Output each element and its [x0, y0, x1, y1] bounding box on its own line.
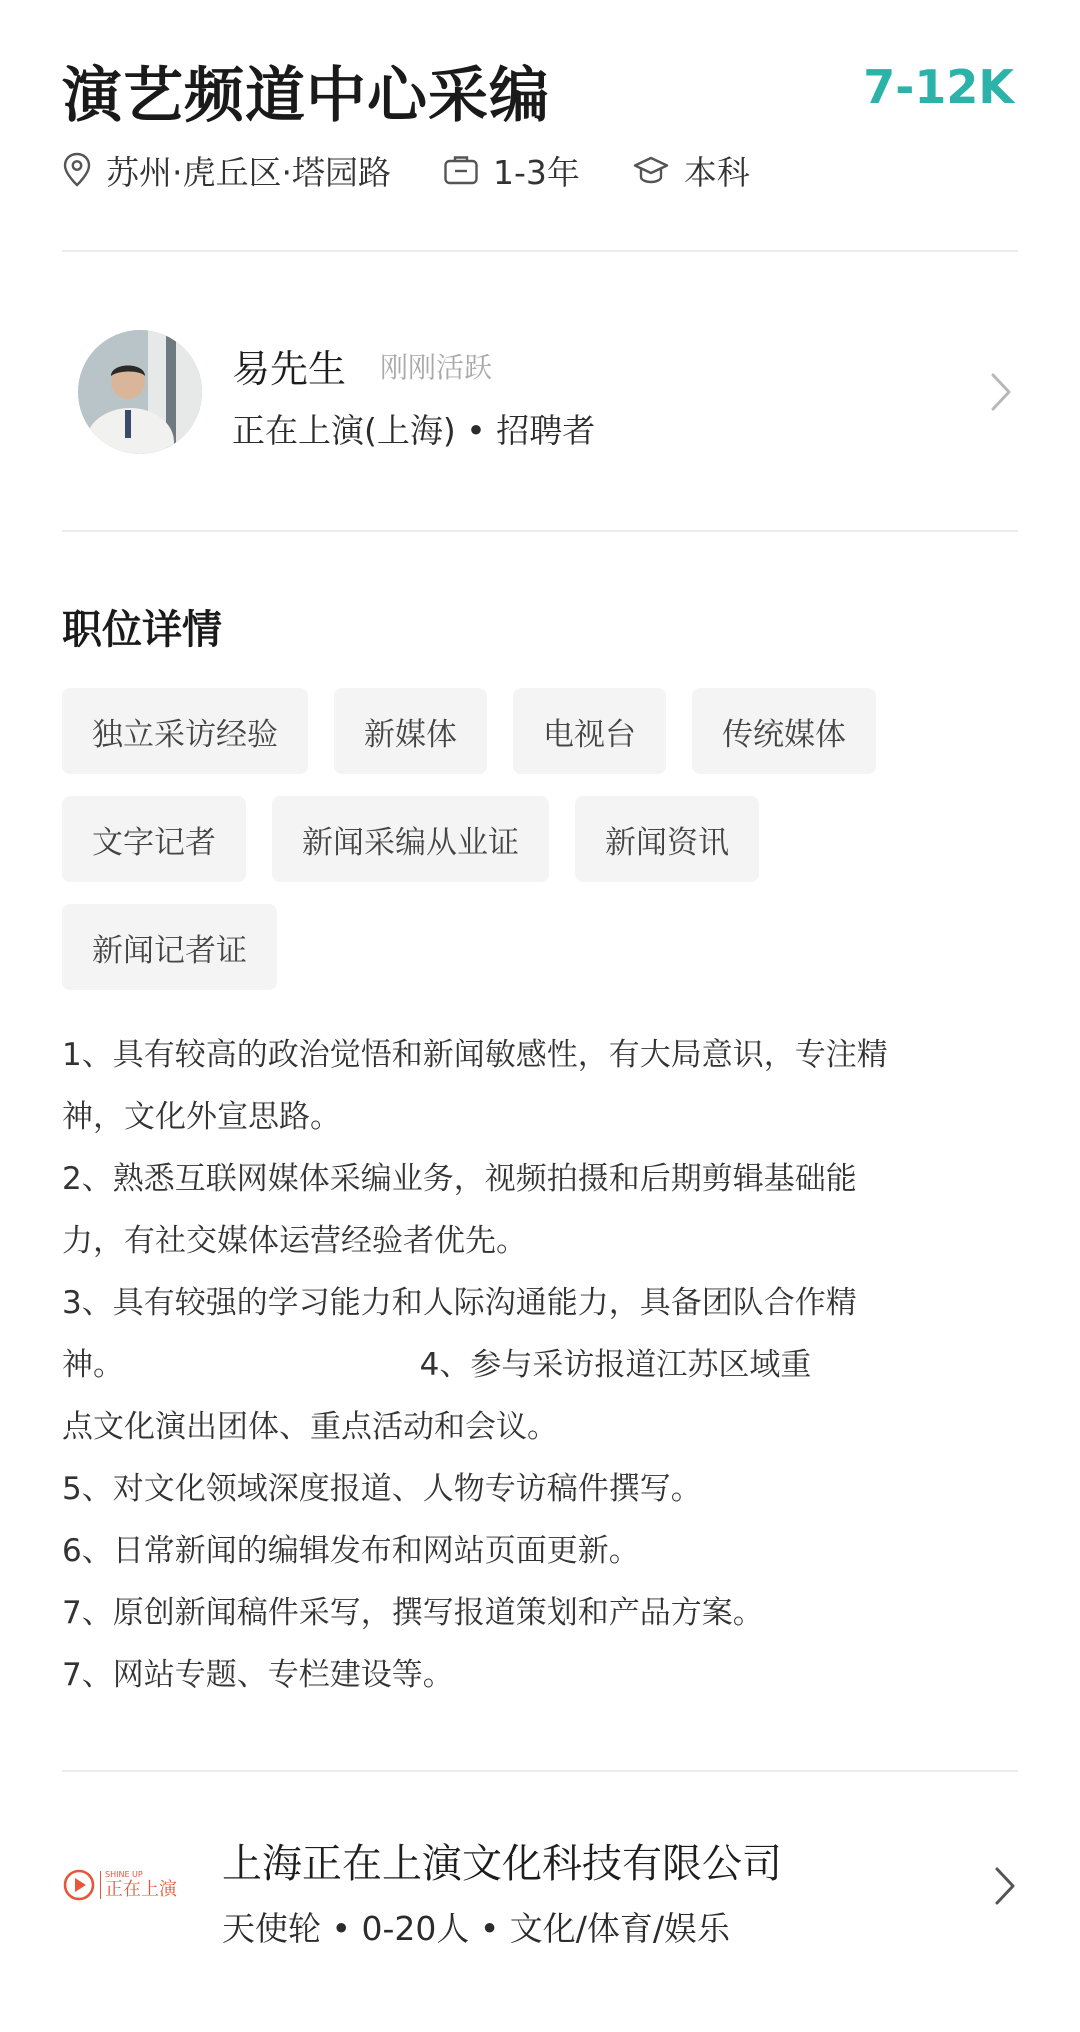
- location-pin-icon: [62, 152, 92, 188]
- description-line: 3、具有较强的学习能力和人际沟通能力，具备团队合作精: [62, 1285, 857, 1321]
- chevron-right-icon[interactable]: [990, 372, 1012, 412]
- active-status: 刚刚活跃: [380, 351, 493, 384]
- description-line: 6、日常新闻的编辑发布和网站页面更新。: [62, 1533, 640, 1569]
- location-text: 苏州·虎丘区·塔园路: [106, 152, 391, 192]
- job-meta-row: [62, 148, 802, 192]
- recruiter-role: 正在上演(上海) • 招聘者: [232, 411, 596, 450]
- description-line: 7、网站专题、专栏建设等。: [62, 1657, 454, 1693]
- play-logo-icon: [62, 1868, 96, 1902]
- salary-range: 7-12K: [863, 60, 1014, 114]
- skill-tag: 新闻采编从业证: [272, 796, 549, 882]
- company-name[interactable]: 上海正在上演文化科技有限公司: [222, 1841, 782, 1887]
- skill-tag: 文字记者: [62, 796, 246, 882]
- divider: [62, 250, 1018, 252]
- job-title: 演艺频道中心采编: [62, 61, 550, 131]
- company-meta: 天使轮 • 0-20人 • 文化/体育/娱乐: [222, 1909, 731, 1948]
- logo-text: 正在上演: [105, 1879, 177, 1900]
- description-line: 神，文化外宣思路。: [62, 1099, 341, 1135]
- skill-tag: 电视台: [513, 688, 666, 774]
- description-line: 点文化演出团体、重点活动和会议。: [62, 1409, 558, 1445]
- skill-tags: [62, 688, 962, 990]
- section-title: 职位详情: [62, 607, 222, 653]
- chevron-right-icon[interactable]: [994, 1866, 1016, 1906]
- description-line: 7、原创新闻稿件采写，撰写报道策划和产品方案。: [62, 1595, 764, 1631]
- skill-tag: 新闻资讯: [575, 796, 759, 882]
- experience-text: 1-3年: [492, 152, 580, 192]
- description-line: 1、具有较高的政治觉悟和新闻敏感性，有大局意识，专注精: [62, 1037, 888, 1073]
- education-text: 本科: [683, 152, 750, 192]
- skill-tag: 独立采访经验: [62, 688, 308, 774]
- job-description: [62, 1024, 1022, 1706]
- skill-tag: 传统媒体: [692, 688, 876, 774]
- skill-tag: 新闻记者证: [62, 904, 277, 990]
- recruiter-avatar[interactable]: [78, 330, 202, 454]
- company-logo[interactable]: [62, 1862, 187, 1908]
- location-item: [62, 147, 391, 194]
- experience-item: [443, 147, 580, 194]
- recruiter-name: 易先生: [232, 347, 347, 391]
- briefcase-icon: [443, 154, 479, 186]
- education-item: [632, 147, 750, 194]
- description-line: 2、熟悉互联网媒体采编业务，视频拍摄和后期剪辑基础能: [62, 1161, 857, 1197]
- description-line: 力，有社交媒体运营经验者优先。: [62, 1223, 527, 1259]
- logo-text-top: SHINE UP: [105, 1870, 143, 1879]
- divider: [62, 530, 1018, 532]
- graduation-cap-icon: [632, 154, 670, 186]
- skill-tag: 新媒体: [334, 688, 487, 774]
- description-line: 5、对文化领域深度报道、人物专访稿件撰写。: [62, 1471, 702, 1507]
- divider: [62, 1770, 1018, 1772]
- avatar-photo: [78, 330, 202, 454]
- description-line: 神。 4、参与采访报道江苏区域重: [62, 1347, 812, 1383]
